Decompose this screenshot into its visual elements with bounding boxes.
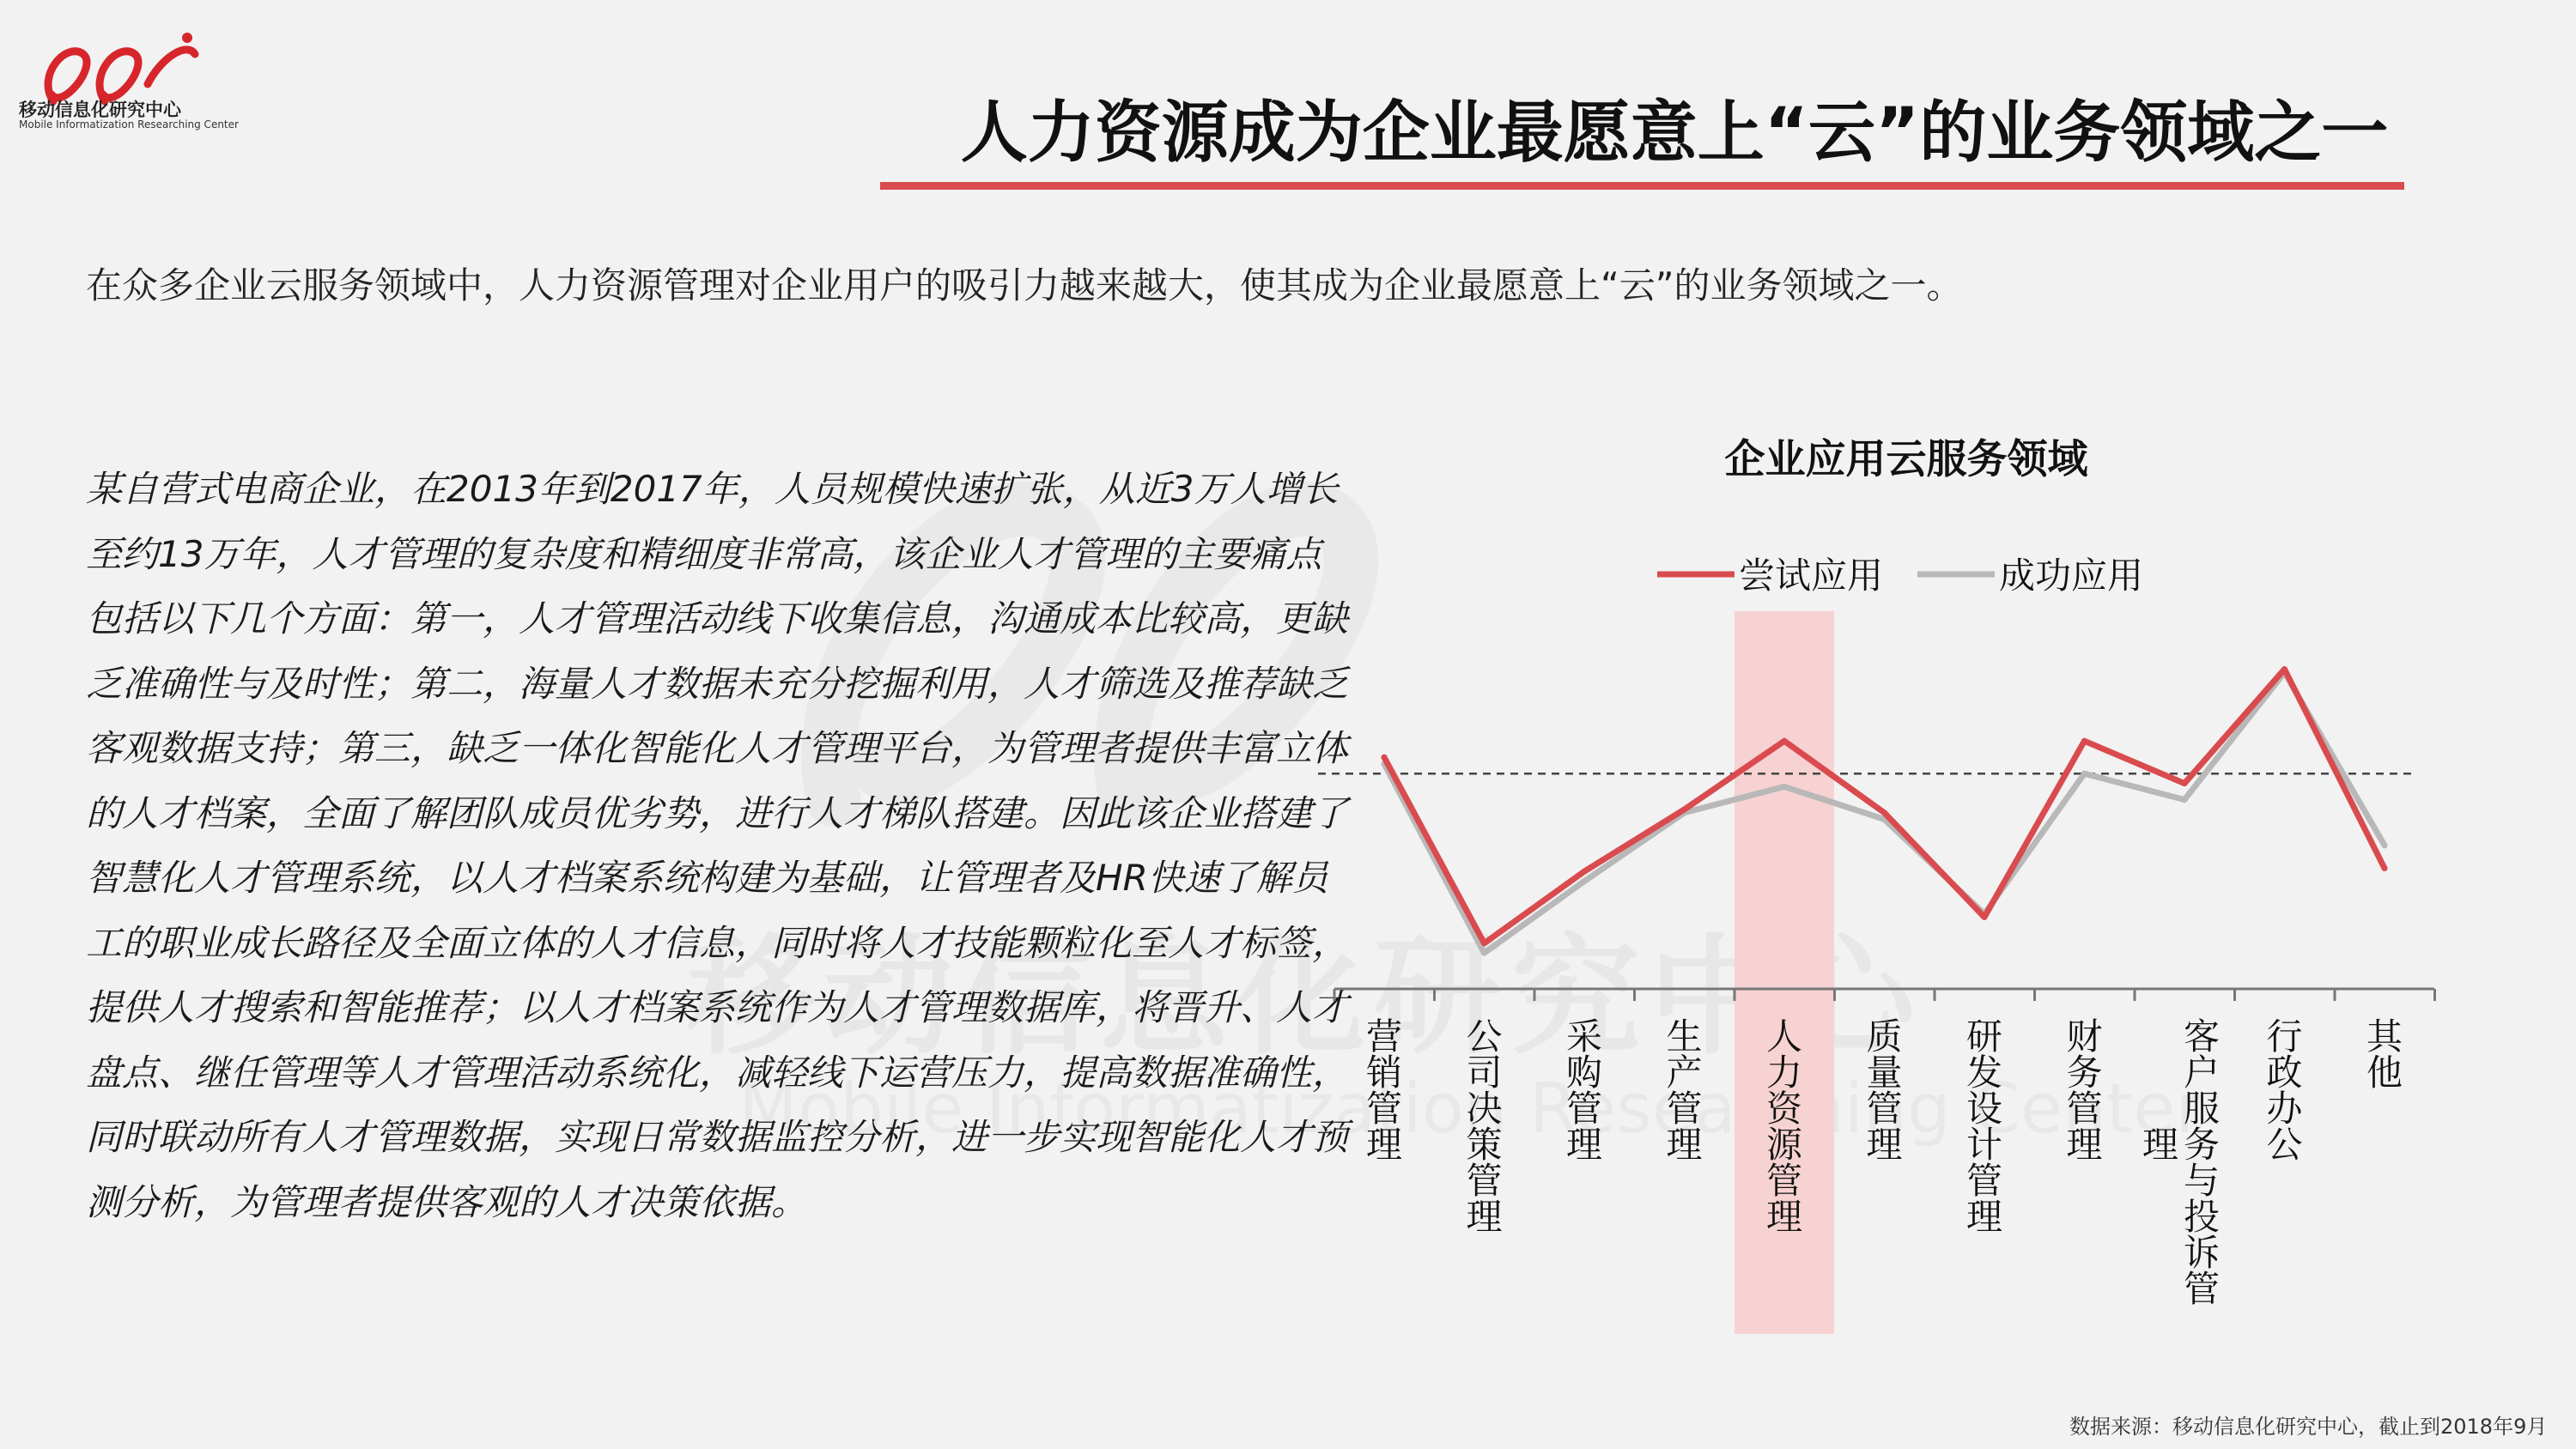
x-tick-label: 计 — [1965, 1124, 2003, 1166]
data-point — [1582, 869, 1588, 875]
x-tick-label: 购 — [1565, 1052, 1603, 1094]
x-tick-label: 行 — [2266, 1016, 2303, 1058]
data-point — [1382, 755, 1388, 761]
x-tick-label: 务 — [2066, 1052, 2103, 1094]
x-tick-label: 管 — [1965, 1160, 2003, 1202]
data-point — [1982, 914, 1988, 920]
x-tick-label: 诉 — [2183, 1232, 2221, 1274]
x-tick-label: 管 — [1466, 1160, 1503, 1202]
data-point — [2382, 865, 2388, 871]
legend-label: 成功应用 — [1999, 555, 2144, 597]
x-tick-label: 财 — [2066, 1016, 2103, 1058]
x-tick-label: 采 — [1565, 1016, 1603, 1058]
x-tick-label: 管 — [2066, 1088, 2103, 1130]
x-tick-label: 与 — [2183, 1160, 2221, 1202]
data-point — [1681, 807, 1687, 813]
x-tick-label: 资 — [1765, 1088, 1803, 1130]
x-tick-label: 管 — [1866, 1088, 1903, 1130]
x-tick-label: 管 — [2183, 1268, 2221, 1310]
x-tick-label: 办 — [2266, 1088, 2303, 1130]
x-tick-label: 源 — [1765, 1124, 1803, 1166]
series-line-尝试应用 — [1384, 670, 2385, 943]
page-title: 人力资源成为企业最愿意上“云”的业务领域之一 — [960, 94, 2389, 172]
x-tick-label: 政 — [2266, 1052, 2303, 1094]
x-tick-label: 销 — [1365, 1052, 1403, 1094]
x-tick-label: 质 — [1866, 1016, 1903, 1058]
x-tick-label: 公 — [2266, 1124, 2303, 1166]
lead-paragraph: 在众多企业云服务领域中，人力资源管理对企业用户的吸引力越来越大，使其成为企业最愿意上“云”的业务领域之一。 — [86, 264, 1963, 306]
x-tick-label: 管 — [1765, 1160, 1803, 1202]
data-point — [2382, 842, 2388, 848]
brand-name: 移动信息化研究中心 — [19, 100, 181, 120]
x-tick-label: 管 — [1365, 1088, 1403, 1130]
x-tick-label: 理 — [1365, 1124, 1403, 1166]
x-tick-label: 理 — [1466, 1196, 1503, 1238]
x-tick-label: 理 — [1765, 1196, 1803, 1238]
x-tick-label: 产 — [1666, 1052, 1703, 1094]
x-tick-label: 决 — [1466, 1088, 1503, 1130]
data-point — [1481, 950, 1487, 956]
data-point — [2182, 797, 2188, 803]
data-point — [1481, 940, 1487, 946]
x-tick-label: 他 — [2366, 1052, 2403, 1094]
data-point — [1881, 809, 1887, 815]
x-tick-label: 务 — [2183, 1124, 2221, 1166]
x-tick-label: 理 — [1565, 1124, 1603, 1166]
x-tick-label: 投 — [2183, 1196, 2221, 1238]
x-tick-label: 服 — [2183, 1088, 2221, 1130]
x-tick-label: 发 — [1965, 1052, 2003, 1094]
x-tick-label: 营 — [1365, 1016, 1403, 1058]
x-tick-label: 公 — [1466, 1016, 1503, 1058]
x-tick-label: 生 — [1666, 1016, 1703, 1058]
data-point — [2281, 666, 2287, 672]
x-tick-label: 户 — [2183, 1052, 2221, 1094]
data-point — [1782, 738, 1788, 744]
x-tick-label: 理 — [1866, 1124, 1903, 1166]
x-tick-label: 设 — [1965, 1088, 2003, 1130]
x-tick-label: 管 — [1565, 1088, 1603, 1130]
chart-title: 企业应用云服务领域 — [1724, 436, 2088, 483]
data-point — [2081, 738, 2087, 744]
brand-name-en: Mobile Informatization Researching Center — [19, 118, 239, 130]
legend-label: 尝试应用 — [1739, 555, 1884, 597]
x-tick-label: 理 — [1965, 1196, 2003, 1238]
x-tick-label: 研 — [1965, 1016, 2003, 1058]
x-tick-label: 司 — [1466, 1052, 1503, 1094]
data-point — [2182, 780, 2188, 786]
x-tick-label: 其 — [2366, 1016, 2403, 1058]
x-tick-label: 管 — [1666, 1088, 1703, 1130]
data-point — [1782, 784, 1788, 790]
x-tick-label: 量 — [1866, 1052, 1903, 1094]
x-tick-label: 策 — [1466, 1124, 1503, 1166]
data-point — [2081, 771, 2087, 777]
x-tick-label: 力 — [1765, 1052, 1803, 1094]
x-tick-label: 人 — [1765, 1016, 1803, 1058]
x-tick-label: 理 — [2142, 1124, 2179, 1166]
data-point — [1582, 878, 1588, 884]
case-study-paragraph: 某自营式电商企业，在2013年到2017年，人员规模快速扩张，从近3万人增长至约13万年，人才管理的复杂度和精细度非常高，该企业人才管理的主要痛点包括以下几个方面：第一，人才管理活动线下收集信息，沟通成本比较高，更缺乏准确性与及时性；第二，海量人才数据未充分挖掘利用，人才筛选及推荐缺乏客观数据支持；第三，缺乏一体化智能化人才管理平台，为管理者提供丰富立体的人才档案，全面了解团队成员优劣势，进行人才梯队搭建。因此该企业搭建了智慧化人才管理系统，以人才档案系统构建为基础，让管理者及HR快速了解员工的职业成长路径及全面立体的人才信息，同时将人才技能颗粒化至人才标签，提供人才搜索和智能推荐；以人才档案系统作为人才管理数据库，将晋升、人才盘点、继任管理等人才管理活动系统化，减轻线下运营压力，提高数据准确性，同时联动所有人才管理数据，实现日常数据监控分析，进一步实现智能化人才预测分析，为管理者提供客观的人才决策依据。 — [86, 468, 1349, 1223]
x-tick-label: 客 — [2183, 1016, 2221, 1058]
x-tick-label: 理 — [1666, 1124, 1703, 1166]
data-source: 数据来源：移动信息化研究中心，截止到2018年9月 — [2069, 1415, 2548, 1439]
x-tick-label: 理 — [2066, 1124, 2103, 1166]
